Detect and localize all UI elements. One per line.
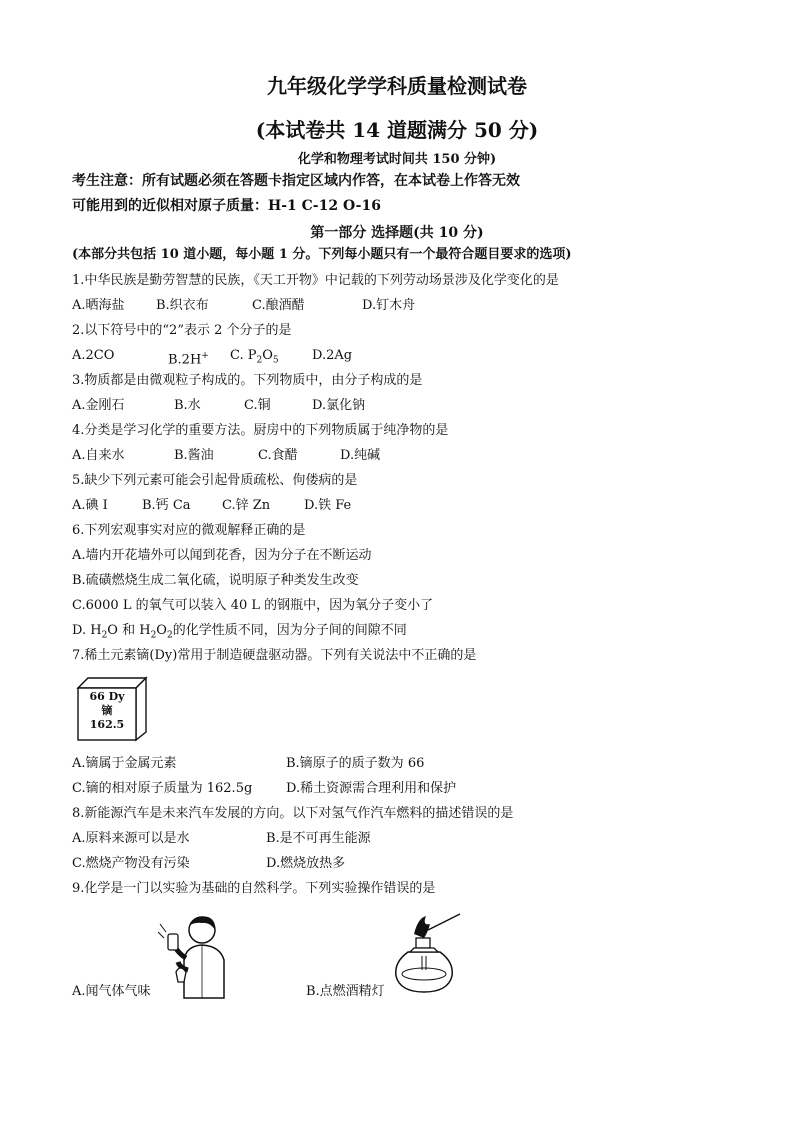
- q1-option-a: A.晒海盐: [72, 298, 125, 313]
- q3-option-a: A.金刚石: [72, 398, 125, 413]
- q5-option-a: A.碘 I: [72, 498, 108, 513]
- section-note: (本部分共包括 10 道小题，每小题 1 分。下列每小题只有一个最符合题目要求的选项): [72, 247, 572, 262]
- q2-option-a: A.2CO: [72, 348, 115, 363]
- q8-option-a: A.原料来源可以是水: [72, 831, 190, 846]
- q7-option-d: D.稀土资源需合理利用和保护: [286, 781, 457, 796]
- question-6-stem: 6.下列宏观事实对应的微观解释正确的是: [72, 523, 306, 538]
- q2-option-d: D.2Ag: [312, 348, 353, 363]
- q7-option-c: C.镝的相对原子质量为 162.5g: [72, 781, 253, 796]
- element-card-text: [78, 690, 136, 732]
- question-4-stem: 4.分类是学习化学的重要方法。厨房中的下列物质属于纯净物的是: [72, 423, 449, 438]
- q5-option-b: B.钙 Ca: [142, 498, 191, 513]
- q7-option-b: B.镝原子的质子数为 66: [286, 756, 425, 771]
- q7-option-a: A.镝属于金属元素: [72, 756, 177, 771]
- exam-subtitle: (本试卷共 14 道题满分 50 分): [255, 118, 539, 142]
- q3-option-d: D.氯化钠: [312, 398, 366, 413]
- question-7-stem: 7.稀土元素镝(Dy)常用于制造硬盘驱动器。下列有关说法中不正确的是: [72, 648, 477, 663]
- q1-option-d: D.钉木舟: [362, 298, 416, 313]
- q5-option-d: D.铁 Fe: [304, 498, 352, 513]
- q6-option-d: D. $H_2O$ 和 $H_2O_2$的化学性质不同，因为分子间的间隙不同: [72, 623, 407, 641]
- q3-option-c: C.铜: [244, 398, 271, 413]
- q8-option-b: B.是不可再生能源: [266, 831, 371, 846]
- section-heading: 第一部分 选择题(共 10 分): [310, 225, 484, 241]
- q4-option-c: C.食醋: [258, 448, 298, 463]
- q5-option-c: C.锌 Zn: [222, 498, 271, 513]
- q4-option-d: D.纯碱: [340, 448, 381, 463]
- question-9-stem: 9.化学是一门以实验为基础的自然科学。下列实验操作错误的是: [72, 881, 436, 896]
- element-name: 镝: [101, 704, 113, 717]
- exam-notice: 考生注意：所有试题必须在答题卡指定区域内作答，在本试卷上作答无效: [72, 173, 520, 189]
- question-1-stem: 1.中华民族是勤劳智慧的民族，《天工开物》中记载的下列劳动场景涉及化学变化的是: [72, 273, 559, 288]
- q6-option-c: C.6000 L 的氧气可以装入 40 L 的钢瓶中，因为氧分子变小了: [72, 598, 434, 613]
- smelling-gas-illustration: [158, 910, 242, 1000]
- q9-option-b: B.点燃酒精灯: [306, 984, 385, 999]
- q2-option-c: C. $P_2O_5$: [230, 348, 279, 366]
- element-number-symbol: 66 Dy: [89, 690, 125, 703]
- question-2-stem: 2.以下符号中的“2”表示 2 个分子的是: [72, 323, 292, 338]
- exam-title: 九年级化学学科质量检测试卷: [267, 74, 527, 98]
- q2-option-b: B.2H+: [168, 351, 209, 368]
- question-3-stem: 3.物质都是由微观粒子构成的。下列物质中，由分子构成的是: [72, 373, 423, 388]
- q6-option-b: B.硫磺燃烧生成二氧化硫，说明原子种类发生改变: [72, 573, 359, 588]
- q8-option-c: C.燃烧产物没有污染: [72, 856, 190, 871]
- q8-option-d: D.燃烧放热多: [266, 856, 346, 871]
- alcohol-lamp-illustration: [384, 912, 464, 998]
- q4-option-a: A.自来水: [72, 448, 125, 463]
- question-5-stem: 5.缺少下列元素可能会引起骨质疏松、佝偻病的是: [72, 473, 358, 488]
- time-note: 化学和物理考试时间共 150 分钟): [297, 152, 497, 167]
- q4-option-b: B.酱油: [174, 448, 214, 463]
- q1-option-b: B.织衣布: [156, 298, 209, 313]
- element-mass: 162.5: [89, 718, 125, 731]
- element-card-dysprosium: [76, 676, 148, 742]
- q6-option-a: A.墙内开花墙外可以闻到花香，因为分子在不断运动: [72, 548, 372, 563]
- question-8-stem: 8.新能源汽车是未来汽车发展的方向。以下对氢气作汽车燃料的描述错误的是: [72, 806, 514, 821]
- q1-option-c: C.酿酒醋: [252, 298, 305, 313]
- q3-option-b: B.水: [174, 398, 201, 413]
- q9-option-a: A.闻气体气味: [72, 984, 151, 999]
- atomic-mass-line: 可能用到的近似相对原子质量：H-1 C-12 O-16: [72, 198, 381, 214]
